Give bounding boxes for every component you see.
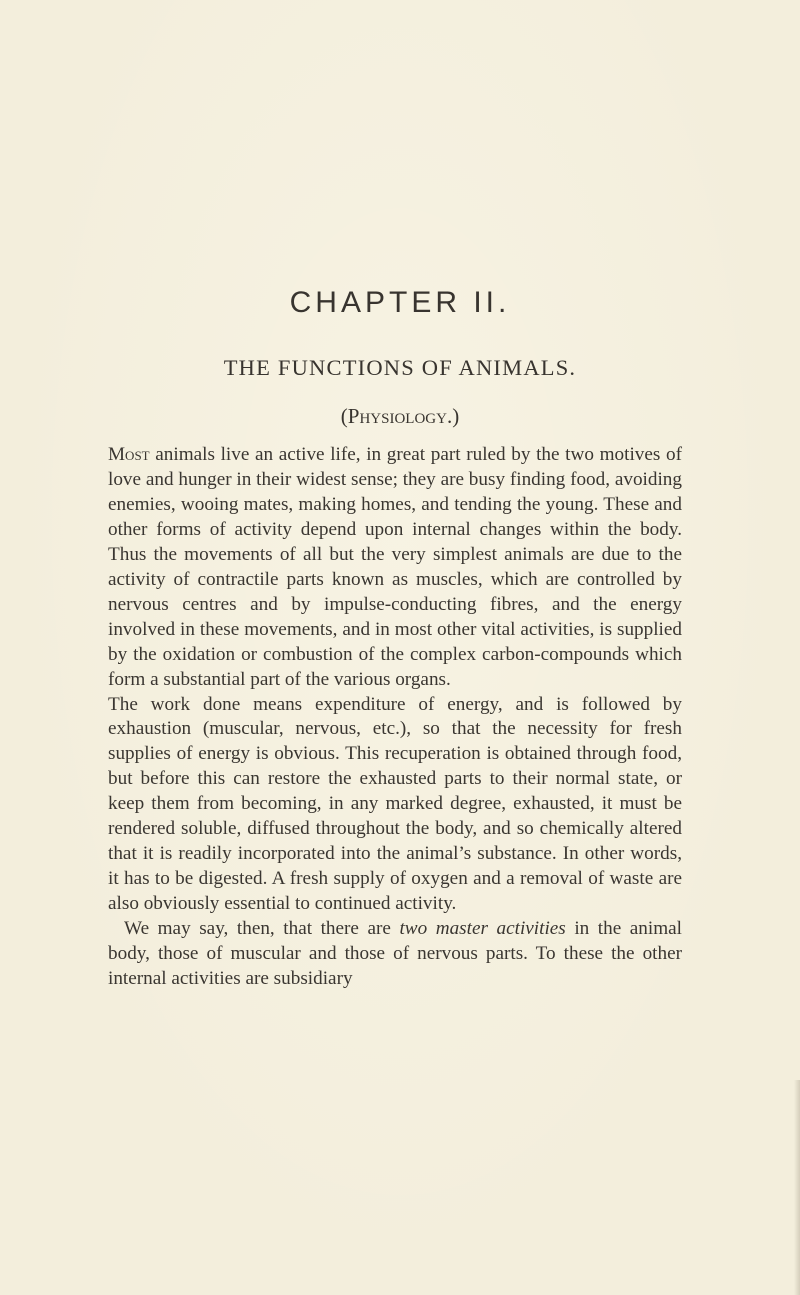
section-heading: THE FUNCTIONS OF ANIMALS. — [223, 355, 577, 380]
paragraph-2 — [108, 693, 682, 918]
italic-emphasis: two master activities — [399, 918, 566, 940]
page-edge-shadow — [794, 1080, 800, 1295]
paragraph-3 — [108, 917, 682, 992]
subheading: (Physiology.) — [340, 404, 460, 428]
chapter-heading: CHAPTER II. — [289, 286, 511, 319]
paragraph-lead-word: Most — [108, 444, 150, 465]
paragraph-text: The work done means expenditure of energy, and is followed by exhaustion (muscular, nervous, etc.), so that the necessity for fresh supplies of energy is obvious. This recuperation is obtained through food, but before this can restore the exhausted parts to their normal state, or keep them from becoming, in any marked degree, exhausted, it must be rendered soluble, diffused throughout the body, and so chemically altered that it is readily incorporated into the animal’s substance. In other words, it has to be digested. A fresh supply of oxygen and a removal of waste are also obviously essential to continued activity. — [108, 693, 682, 915]
paragraph-text: animals live an active life, in great part ruled by the two motives of love and hunger in their widest sense; they are busy finding food, avoiding enemies, wooing mates, making homes, and tending the young. These and other forms of activity depend upon internal changes within the body. Thus the movements of all but the very simplest animals are due to the activity of contractile parts known as muscles, which are controlled by nervous centres and by impulse-conducting fibres, and the energy involved in these movements, and in most other vital activities, is supplied by the oxidation or combustion of the complex carbon-compounds which form a substantial part of the various organs. — [108, 444, 682, 690]
body-text — [108, 443, 682, 992]
paragraph-1 — [108, 443, 682, 693]
paragraph-text: in the animal body, those of muscular and those of nervous parts. To these the other internal activities are subsidiary — [108, 918, 682, 990]
paragraph-text: We may say, then, that there are — [124, 918, 400, 940]
